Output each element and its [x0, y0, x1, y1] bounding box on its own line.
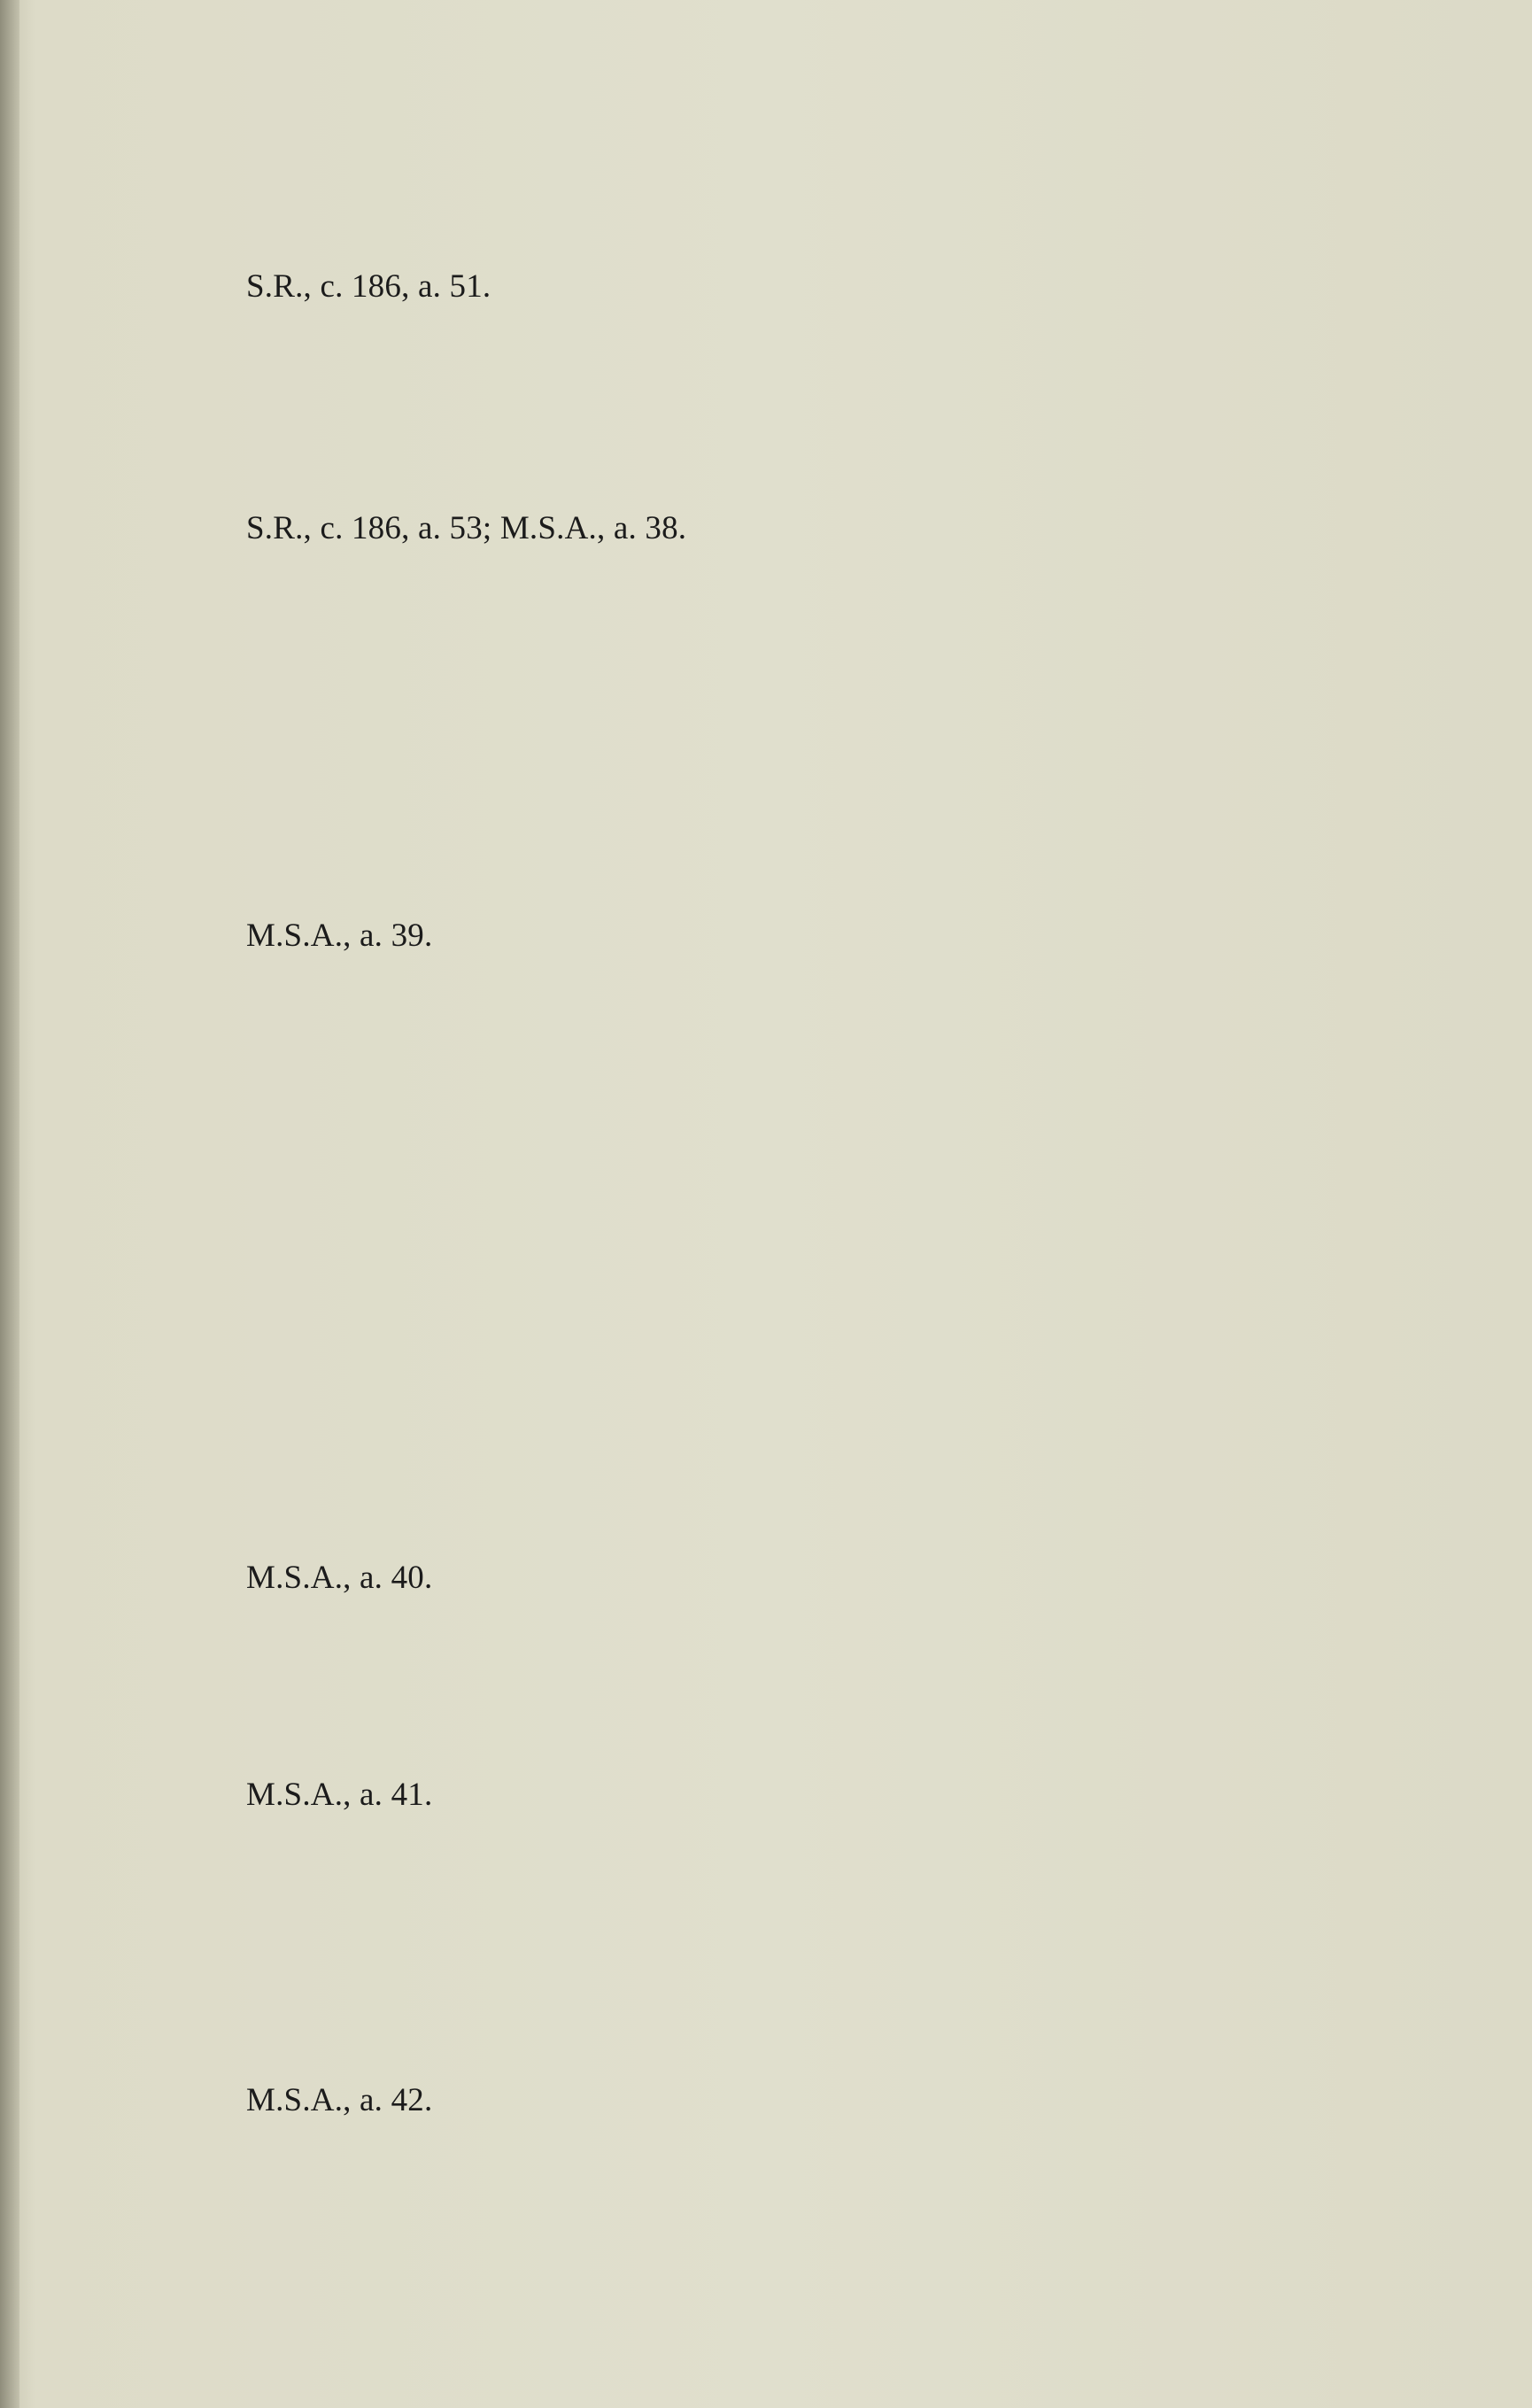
binding-edge	[0, 0, 19, 2408]
marginal-note: S.R., c. 186, a. 51.	[246, 268, 491, 305]
marginal-note: M.S.A., a. 42.	[246, 2082, 433, 2118]
marginal-note: S.R., c. 186, a. 53; M.S.A., a. 38.	[246, 510, 687, 546]
marginal-note: M.S.A., a. 40.	[246, 1560, 433, 1596]
marginal-note: M.S.A., a. 39.	[246, 918, 433, 954]
marginal-note: M.S.A., a. 41.	[246, 1777, 433, 1813]
